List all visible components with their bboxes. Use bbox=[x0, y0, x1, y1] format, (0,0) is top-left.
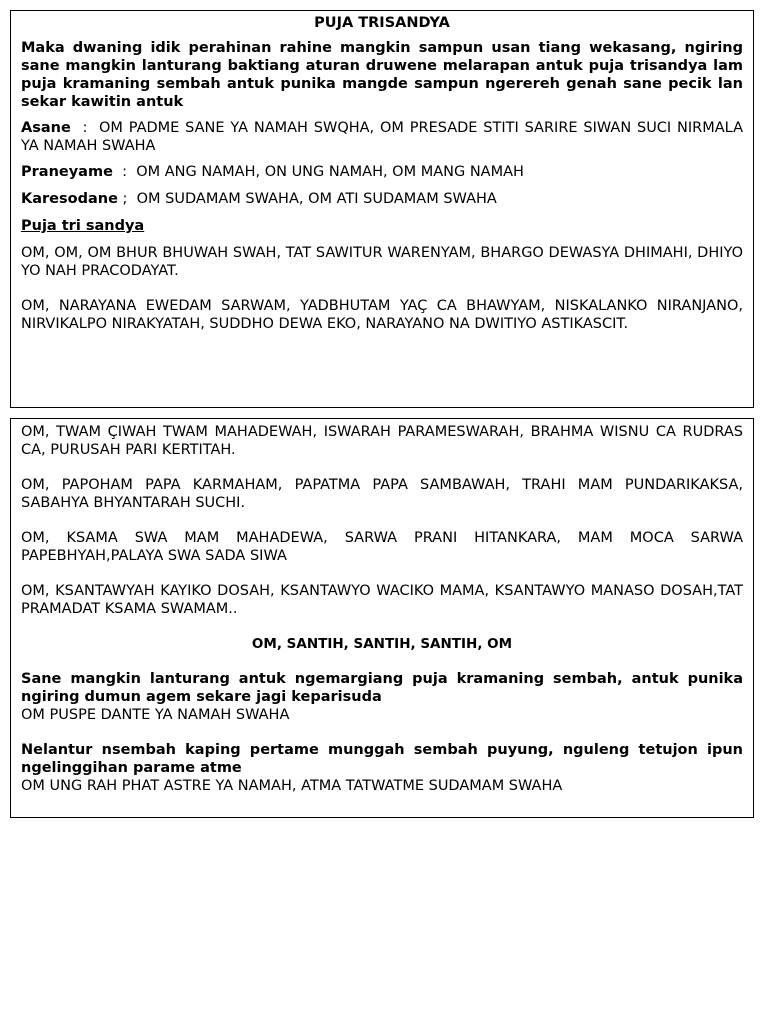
santih-closing: OM, SANTIH, SANTIH, SANTIH, OM bbox=[251, 636, 513, 652]
praneyame-mantra: OM ANG NAMAH, ON UNG NAMAH, OM MANG NAMAH bbox=[136, 164, 524, 180]
asane-label: Asane bbox=[21, 120, 71, 136]
asane-mantra: OM PADME SANE YA NAMAH SWQHA, OM PRESADE STITI SARIRE SIWAN SUCI NIRMALA YA NAMAH SWAHA bbox=[21, 120, 743, 154]
puja-trisandya-card-1 bbox=[10, 10, 754, 408]
sembah-instruction-1: Sane mangkin lanturang antuk ngemargiang puja kramaning sembah, antuk punika ngiring dumun agem sekare jagi keparisuda bbox=[21, 671, 743, 705]
document-title: PUJA TRISANDYA bbox=[314, 15, 450, 31]
papoham-mantra: OM, PAPOHAM PAPA KARMAHAM, PAPATMA PAPA SAMBAWAH, TRAHI MAM PUNDARIKAKSA, SABAHYA BHYANTARAH SUCHI. bbox=[21, 477, 743, 511]
intro-paragraph: Maka dwaning idik perahinan rahine mangkin sampun usan tiang wekasang, ngiring sane mangkin lanturang baktiang aturan druwene melarapan antuk puja trisandya lam puja kramaning sembah antuk punika mangde sampun ngerereh genah sane pecik lan sekar kawitin antuk bbox=[21, 40, 743, 110]
karesodane-line bbox=[21, 190, 743, 208]
praneyame-line bbox=[21, 163, 743, 181]
puspe-mantra: OM PUSPE DANTE YA NAMAH SWAHA bbox=[21, 707, 290, 723]
narayana-mantra: OM, NARAYANA EWEDAM SARWAM, YADBHUTAM YAÇ CA BHAWYAM, NISKALANKO NIRANJANO, NIRVIKALPO NIRAKYATAH, SUDDHO DEWA EKO, NARAYANO NA DWITIYO ASTIKASCIT. bbox=[21, 298, 743, 332]
asane-separator: : bbox=[70, 120, 99, 136]
asane-line bbox=[21, 119, 743, 155]
praneyame-separator: : bbox=[112, 164, 137, 180]
karesodane-separator: ; bbox=[117, 191, 137, 207]
karesodane-mantra: OM SUDAMAM SWAHA, OM ATI SUDAMAM SWAHA bbox=[136, 191, 497, 207]
ksama-swa-mantra: OM, KSAMA SWA MAM MAHADEWA, SARWA PRANI HITANKARA, MAM MOCA SARWA PAPEBHYAH,PALAYA SWA SADA SIWA bbox=[21, 530, 743, 564]
gayatri-mantra: OM, OM, OM BHUR BHUWAH SWAH, TAT SAWITUR WARENYAM, BHARGO DEWASYA DHIMAHI, DHIYO YO NAH PRACODAYAT. bbox=[21, 245, 743, 279]
puja-tri-sandya-heading: Puja tri sandya bbox=[21, 218, 145, 234]
ksantawyah-mantra: OM, KSANTAWYAH KAYIKO DOSAH, KSANTAWYO WACIKO MAMA, KSANTAWYO MANASO DOSAH,TAT PRAMADAT KSAMA SWAMAM.. bbox=[21, 583, 743, 617]
sembah-instruction-2: Nelantur nsembah kaping pertame munggah sembah puyung, nguleng tetujon ipun ngelinggihan parame atme bbox=[21, 742, 743, 776]
twam-ciwah-mantra: OM, TWAM ÇIWAH TWAM MAHADEWAH, ISWARAH PARAMESWARAH, BRAHMA WISNU CA RUDRAS CA, PURUSAH PARI KERTITAH. bbox=[21, 424, 743, 458]
karesodane-label: Karesodane bbox=[21, 191, 118, 207]
praneyame-label: Praneyame bbox=[21, 164, 113, 180]
astre-mantra: OM UNG RAH PHAT ASTRE YA NAMAH, ATMA TATWATME SUDAMAM SWAHA bbox=[21, 778, 563, 794]
puja-trisandya-card-2 bbox=[10, 418, 754, 818]
